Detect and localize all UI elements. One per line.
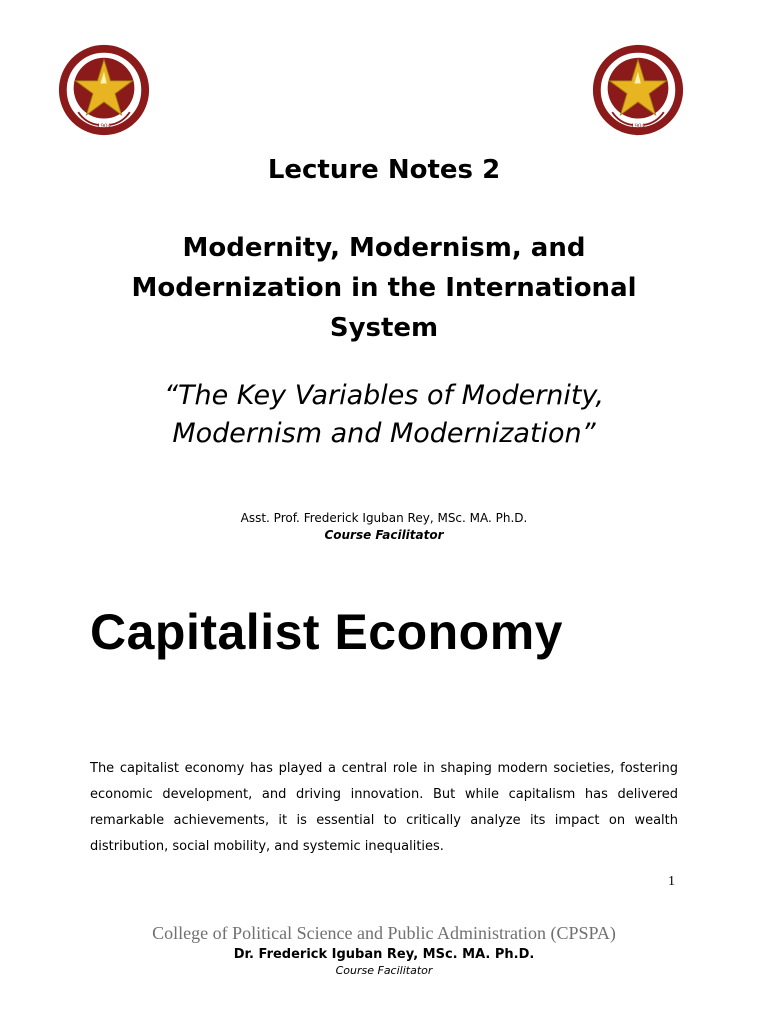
lecture-number-title: Lecture Notes 2 xyxy=(267,155,501,185)
footer-facilitator-name: Dr. Frederick Iguban Rey, MSc. MA. Ph.D. xyxy=(233,947,535,962)
footer-facilitator-role: Course Facilitator xyxy=(335,964,433,977)
body-paragraph: The capitalist economy has played a central role in shaping modern societies, fostering economic development, and driving innovation. But while capitalism has delivered remarkable achievements, it is essential to critically analyze its impact on wealth distribution, social mobility, and systemic inequalities. xyxy=(90,761,678,854)
page-number: 1 xyxy=(668,874,675,889)
subtitle-line: Modernism and Modernization” xyxy=(172,418,596,449)
main-title-line: Modernization in the International xyxy=(131,273,637,303)
author-role: Course Facilitator xyxy=(324,528,444,542)
seal-year: 1904 xyxy=(96,123,112,130)
lecture-subtitle xyxy=(0,377,768,453)
seal-year: 1904 xyxy=(630,123,646,130)
main-title-line: Modernity, Modernism, and xyxy=(182,233,586,263)
author-name: Asst. Prof. Frederick Iguban Rey, MSc. MA. Ph.D. xyxy=(240,511,528,525)
pup-seal-icon xyxy=(58,44,150,136)
pup-seal-icon xyxy=(592,44,684,136)
subtitle-line: “The Key Variables of Modernity, xyxy=(164,380,604,411)
university-seal-left xyxy=(58,44,150,136)
university-seal-right xyxy=(592,44,684,136)
section-heading: Capitalist Economy xyxy=(90,604,563,660)
main-title-line: System xyxy=(329,313,439,343)
footer-college-name: College of Political Science and Public Administration (CPSPA) xyxy=(152,923,616,943)
lecture-main-title xyxy=(0,228,768,348)
